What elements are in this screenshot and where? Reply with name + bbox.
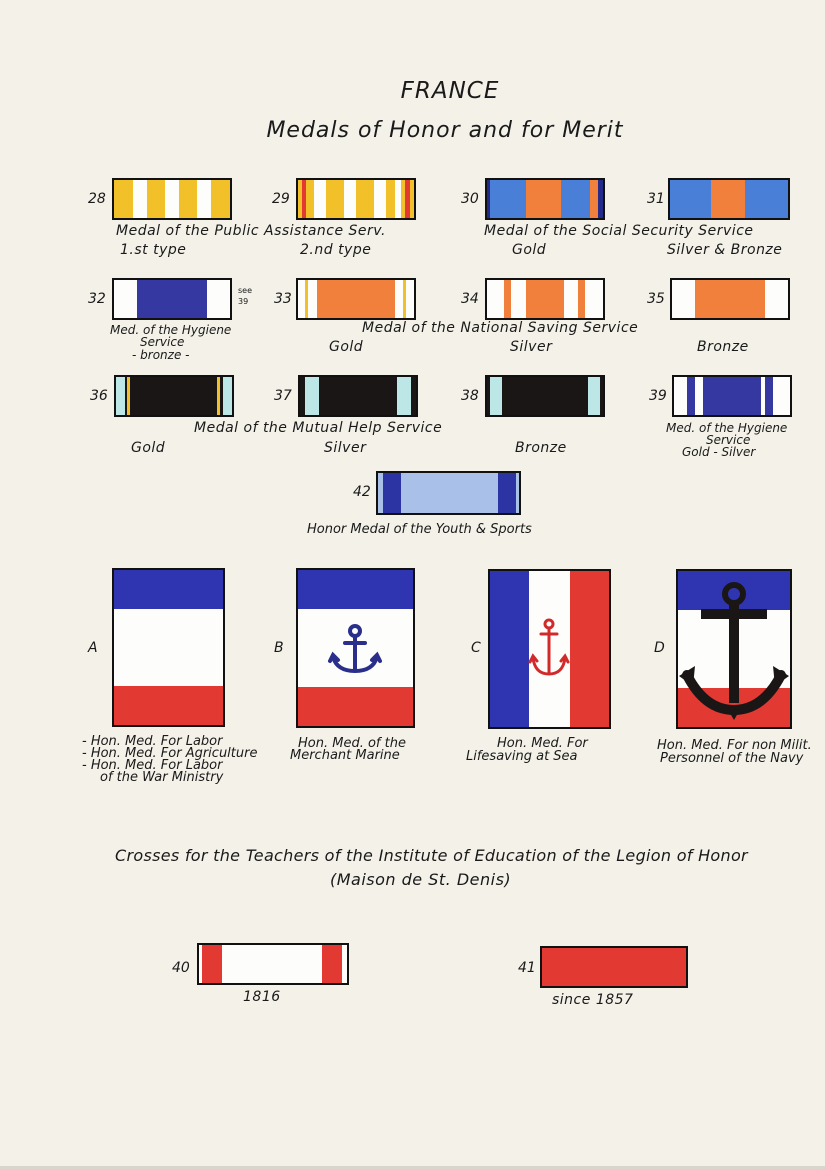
flag-c [489, 570, 610, 728]
ribbon-39 [673, 376, 791, 416]
label-39-service: Service [706, 433, 751, 447]
label-social-security: Medal of the Social Security Service [484, 223, 754, 239]
flag-b [297, 569, 414, 727]
flag-letter-a: A [88, 640, 98, 656]
see-note-top: see [238, 286, 253, 295]
ribbon-31 [669, 179, 789, 219]
ribbon-number-38: 38 [461, 388, 479, 404]
ribbon-30 [486, 179, 604, 219]
label-41-since: since 1857 [552, 992, 634, 1008]
label-28-type: 1.st type [120, 242, 187, 258]
ribbon-32 [113, 279, 231, 319]
label-32-bronze: - bronze - [132, 348, 190, 362]
page-title: FRANCE [400, 78, 500, 104]
flag-a [113, 569, 224, 726]
ribbon-number-34: 34 [461, 291, 479, 307]
label-32-hygiene: Med. of the Hygiene [110, 323, 232, 337]
label-37-silver: Silver [324, 440, 367, 456]
flag-d [677, 570, 791, 728]
ribbon-33 [297, 279, 415, 319]
flag-d-caption-2: Personnel of the Navy [660, 751, 804, 766]
label-33-gold: Gold [329, 339, 364, 355]
flag-c-caption-2: Lifesaving at Sea [466, 749, 578, 764]
label-32-service: Service [140, 335, 185, 349]
label-31-silver-bronze: Silver & Bronze [667, 242, 783, 258]
ribbon-number-35: 35 [647, 291, 665, 307]
label-mutual-help: Medal of the Mutual Help Service [194, 420, 443, 436]
flag-c-caption-1: Hon. Med. For [497, 736, 588, 751]
label-36-gold: Gold [131, 440, 166, 456]
label-29-type: 2.nd type [300, 242, 372, 258]
label-30-gold: Gold [512, 242, 547, 258]
label-39-hygiene: Med. of the Hygiene [666, 421, 788, 435]
ribbon-number-32: 32 [88, 291, 106, 307]
flag-a-caption-2: - Hon. Med. For Agriculture [82, 746, 258, 761]
ribbon-number-36: 36 [90, 388, 108, 404]
see-note-bottom: 39 [238, 297, 249, 306]
label-39-gold-silver: Gold - Silver [682, 445, 756, 459]
ribbon-number-29: 29 [272, 191, 290, 207]
page-subtitle: Medals of Honor and for Merit [266, 118, 624, 143]
crosses-subheading: (Maison de St. Denis) [330, 870, 512, 889]
ribbon-38 [486, 376, 604, 416]
flag-b-caption-2: Merchant Marine [290, 748, 400, 763]
ribbon-number-42: 42 [353, 484, 371, 500]
flag-a-caption-4: of the War Ministry [100, 770, 224, 785]
ribbon-number-41: 41 [518, 960, 536, 976]
flag-d-caption-1: Hon. Med. For non Milit. [657, 738, 812, 753]
label-34-silver: Silver [510, 339, 553, 355]
label-national-saving: Medal of the National Saving Service [362, 320, 639, 336]
ribbon-41 [541, 947, 687, 987]
flag-letter-c: C [471, 640, 481, 656]
ribbon-number-37: 37 [274, 388, 292, 404]
ribbon-35 [671, 279, 789, 319]
ribbon-28 [113, 179, 231, 219]
ribbon-29 [297, 179, 415, 219]
ribbon-number-33: 33 [274, 291, 292, 307]
ribbon-34 [486, 279, 604, 319]
flag-a-caption-3: - Hon. Med. For Labor [82, 758, 223, 773]
label-35-bronze: Bronze [697, 339, 749, 355]
ribbon-36 [115, 376, 233, 416]
flag-letter-d: D [654, 640, 665, 656]
label-38-bronze: Bronze [515, 440, 567, 456]
ribbon-40 [198, 944, 348, 984]
flag-a-caption-1: - Hon. Med. For Labor [82, 734, 223, 749]
ribbon-number-40: 40 [172, 960, 190, 976]
label-40-year: 1816 [243, 989, 281, 1005]
label-public-assistance: Medal of the Public Assistance Serv. [116, 223, 386, 239]
ribbon-number-31: 31 [647, 191, 665, 207]
label-youth-sports: Honor Medal of the Youth & Sports [307, 522, 532, 537]
ribbon-42 [377, 472, 520, 514]
ribbon-number-28: 28 [88, 191, 106, 207]
ribbon-37 [299, 376, 417, 416]
ribbon-number-30: 30 [461, 191, 479, 207]
crosses-heading: Crosses for the Teachers of the Institute of Education of the Legion of Honor [115, 846, 748, 865]
ribbon-number-39: 39 [649, 388, 667, 404]
flag-letter-b: B [274, 640, 284, 656]
flag-b-caption-1: Hon. Med. of the [298, 736, 406, 751]
